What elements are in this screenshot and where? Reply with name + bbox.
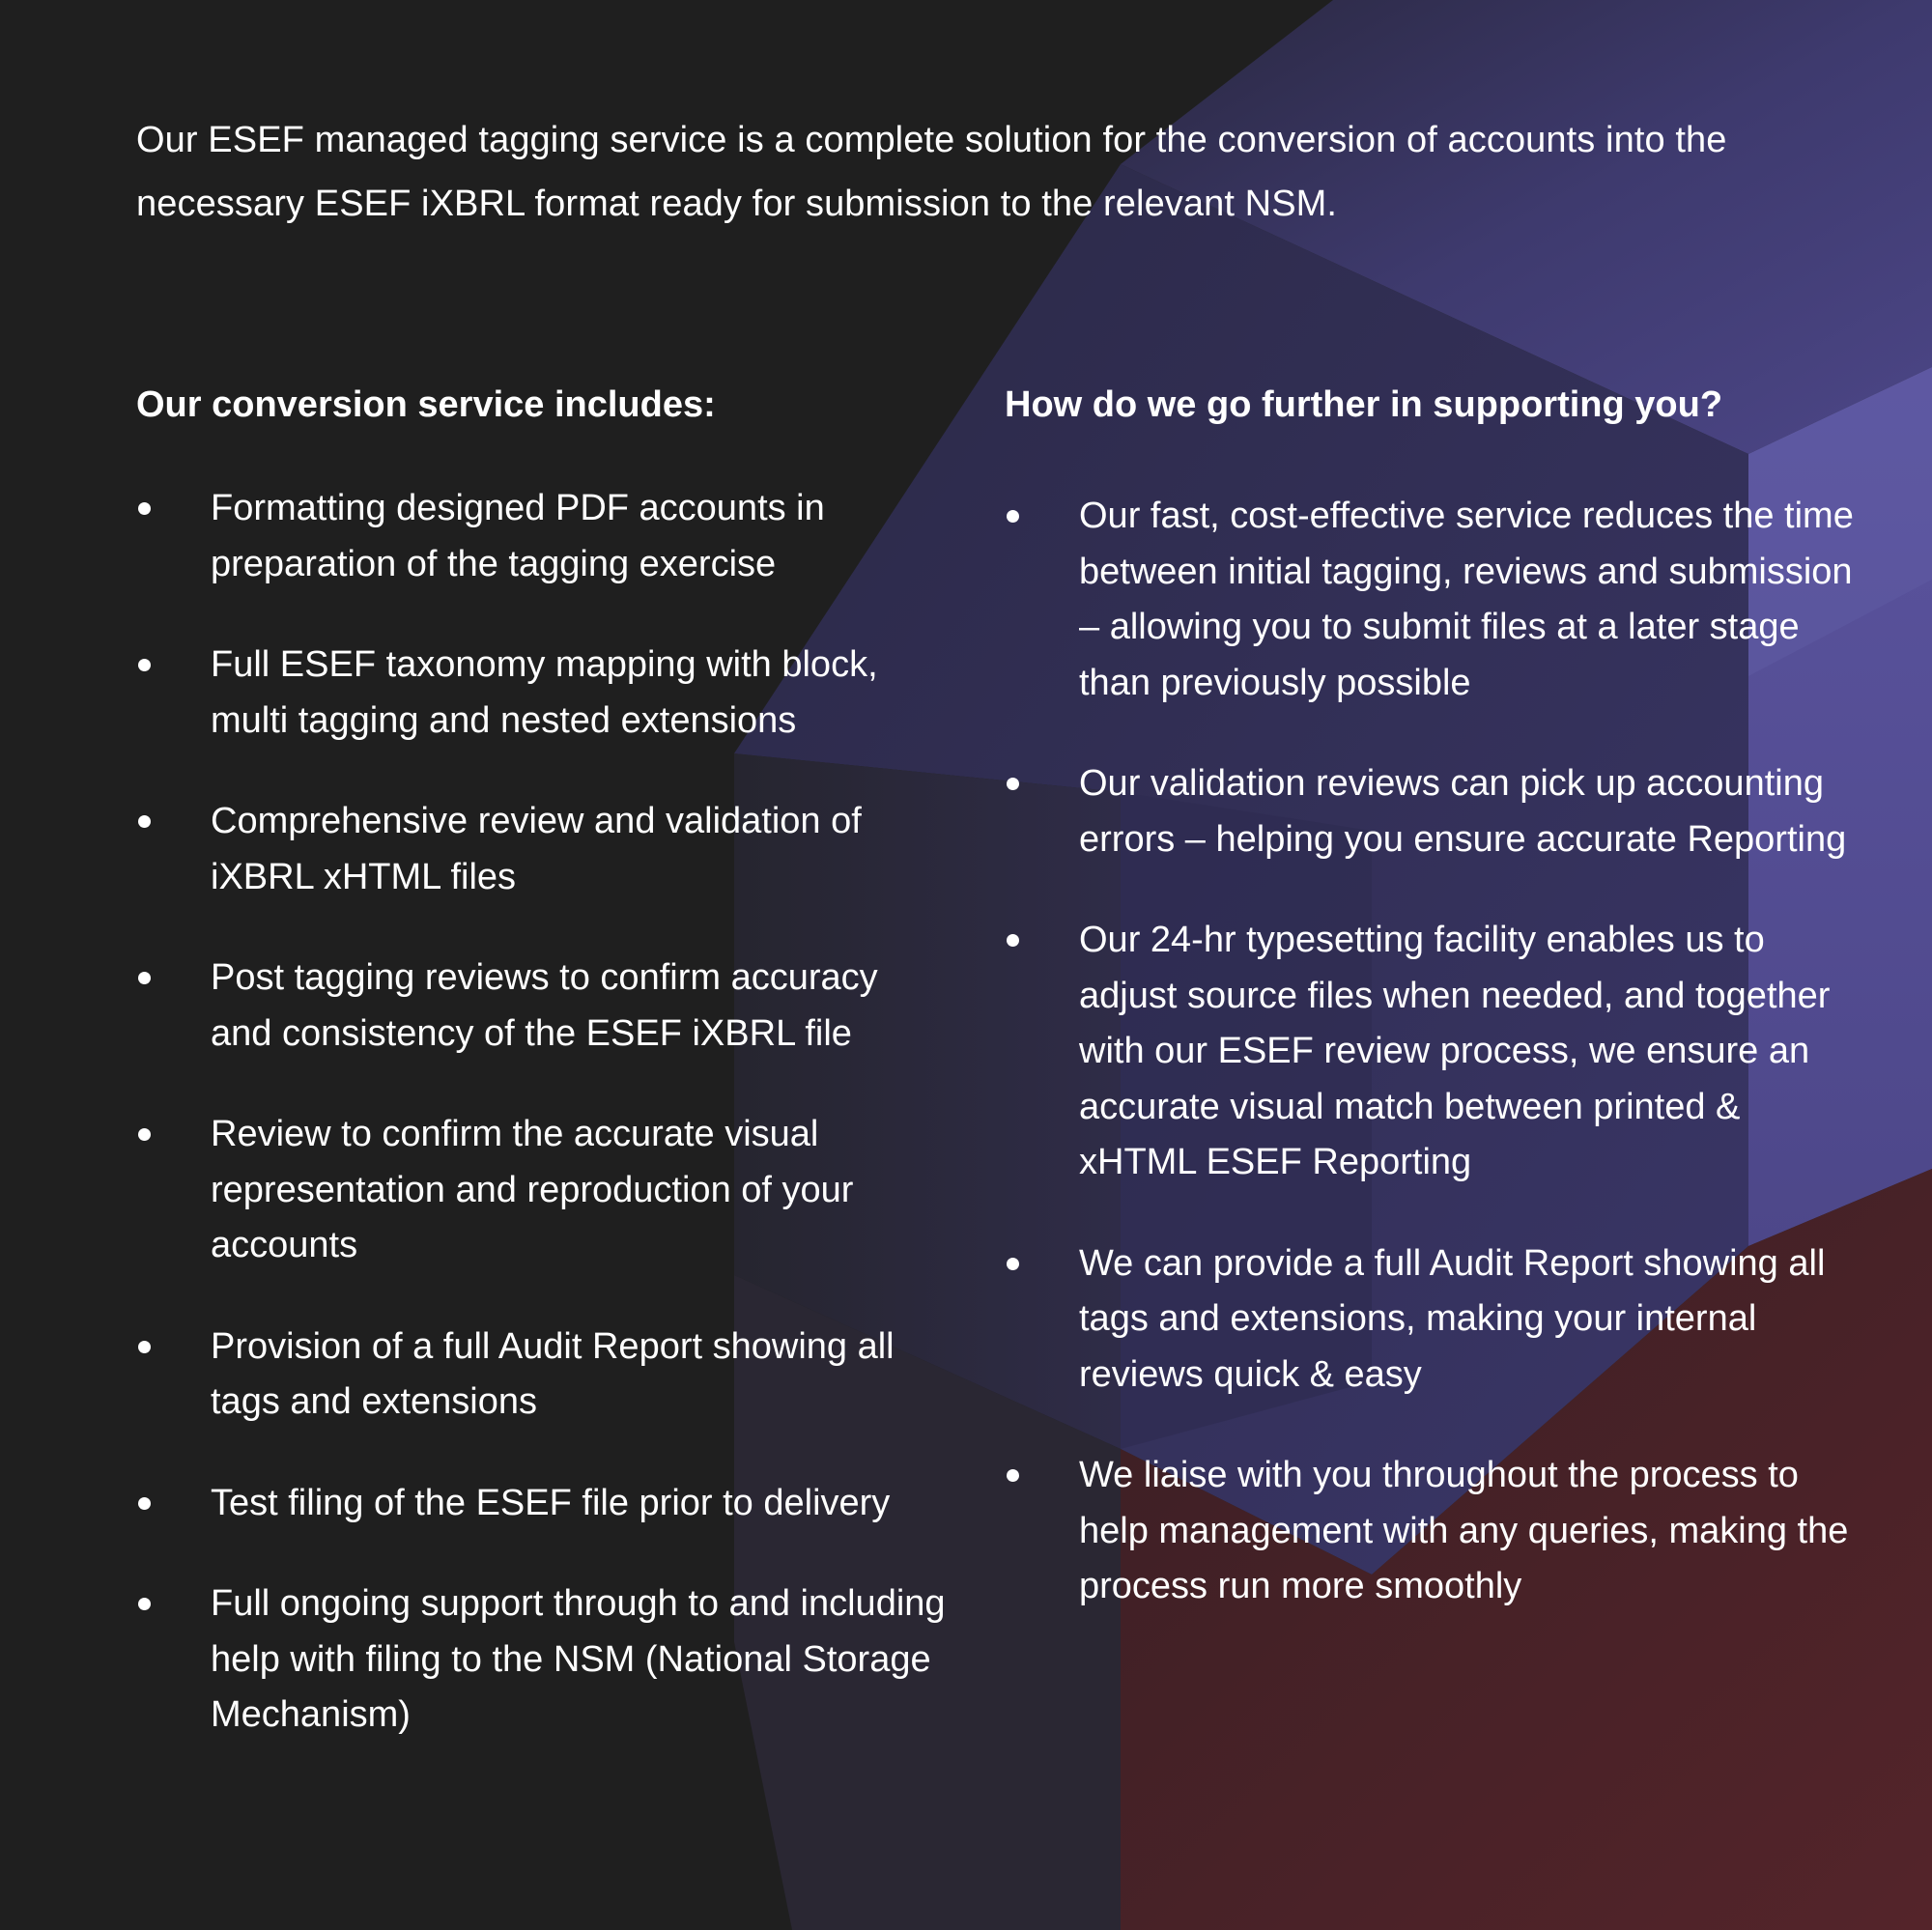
list-item-text: Our validation reviews can pick up accounting errors – helping you ensure accurate Reporting xyxy=(1079,763,1847,860)
bullet-icon xyxy=(138,1598,151,1610)
list-item-text: We can provide a full Audit Report showing all tags and extensions, making your internal reviews quick & easy xyxy=(1079,1242,1826,1395)
list-item-text: Provision of a full Audit Report showing all tags and extensions xyxy=(211,1325,895,1422)
conversion-service-list xyxy=(136,481,948,1744)
bullet-icon xyxy=(1007,1258,1019,1270)
bullet-icon xyxy=(1007,1469,1019,1482)
bullet-icon xyxy=(138,1128,151,1141)
further-support-column xyxy=(1005,379,1855,1660)
conversion-service-heading: Our conversion service includes: xyxy=(136,384,716,425)
list-item xyxy=(136,1576,948,1744)
list-item-text: Our fast, cost-effective service reduces the time between initial tagging, reviews and submission – allowing you to submit files at a later stage than previously possible xyxy=(1079,496,1854,703)
list-item xyxy=(136,481,948,592)
list-item xyxy=(136,1476,948,1532)
list-item xyxy=(136,638,948,749)
bullet-icon xyxy=(138,815,151,828)
list-item xyxy=(1005,489,1855,711)
conversion-service-column xyxy=(136,379,948,1789)
bullet-icon xyxy=(138,502,151,515)
list-item xyxy=(136,1320,948,1431)
bullet-icon xyxy=(138,659,151,671)
list-item-text: Post tagging reviews to confirm accuracy and consistency of the ESEF iXBRL file xyxy=(211,957,878,1054)
list-item xyxy=(1005,1448,1855,1615)
list-item xyxy=(1005,1236,1855,1404)
further-support-list xyxy=(1005,489,1855,1615)
bullet-icon xyxy=(138,1341,151,1353)
list-item xyxy=(1005,913,1855,1191)
list-item-text: Full ESEF taxonomy mapping with block, multi tagging and nested extensions xyxy=(211,644,878,741)
bullet-icon xyxy=(138,1497,151,1510)
intro-paragraph: Our ESEF managed tagging service is a complete solution for the conversion of accounts into the necessary ESEF iXBRL format ready for submission to the relevant NSM. xyxy=(136,120,1727,224)
list-item-text: Full ongoing support through to and including help with filing to the NSM (National Storage Mechanism) xyxy=(211,1583,946,1735)
list-item-text: Our 24-hr typesetting facility enables us to adjust source files when needed, and together with our ESEF review process, we ensure an accurate visual match between printed & xHTML ESEF Reporting xyxy=(1079,920,1831,1182)
list-item xyxy=(136,951,948,1062)
list-item-text: Test filing of the ESEF file prior to delivery xyxy=(211,1482,891,1523)
bullet-icon xyxy=(1007,510,1019,523)
list-item-text: Comprehensive review and validation of iXBRL xHTML files xyxy=(211,801,862,897)
list-item xyxy=(136,794,948,905)
bullet-icon xyxy=(1007,778,1019,790)
list-item-text: Review to confirm the accurate visual representation and reproduction of your accounts xyxy=(211,1114,854,1265)
list-item xyxy=(136,1107,948,1274)
bullet-icon xyxy=(138,972,151,984)
list-item xyxy=(1005,756,1855,867)
bullet-icon xyxy=(1007,934,1019,947)
further-support-heading: How do we go further in supporting you? xyxy=(1005,384,1723,425)
list-item-text: Formatting designed PDF accounts in preparation of the tagging exercise xyxy=(211,488,825,584)
list-item-text: We liaise with you throughout the process to help management with any queries, making the process run more smoothly xyxy=(1079,1455,1849,1606)
